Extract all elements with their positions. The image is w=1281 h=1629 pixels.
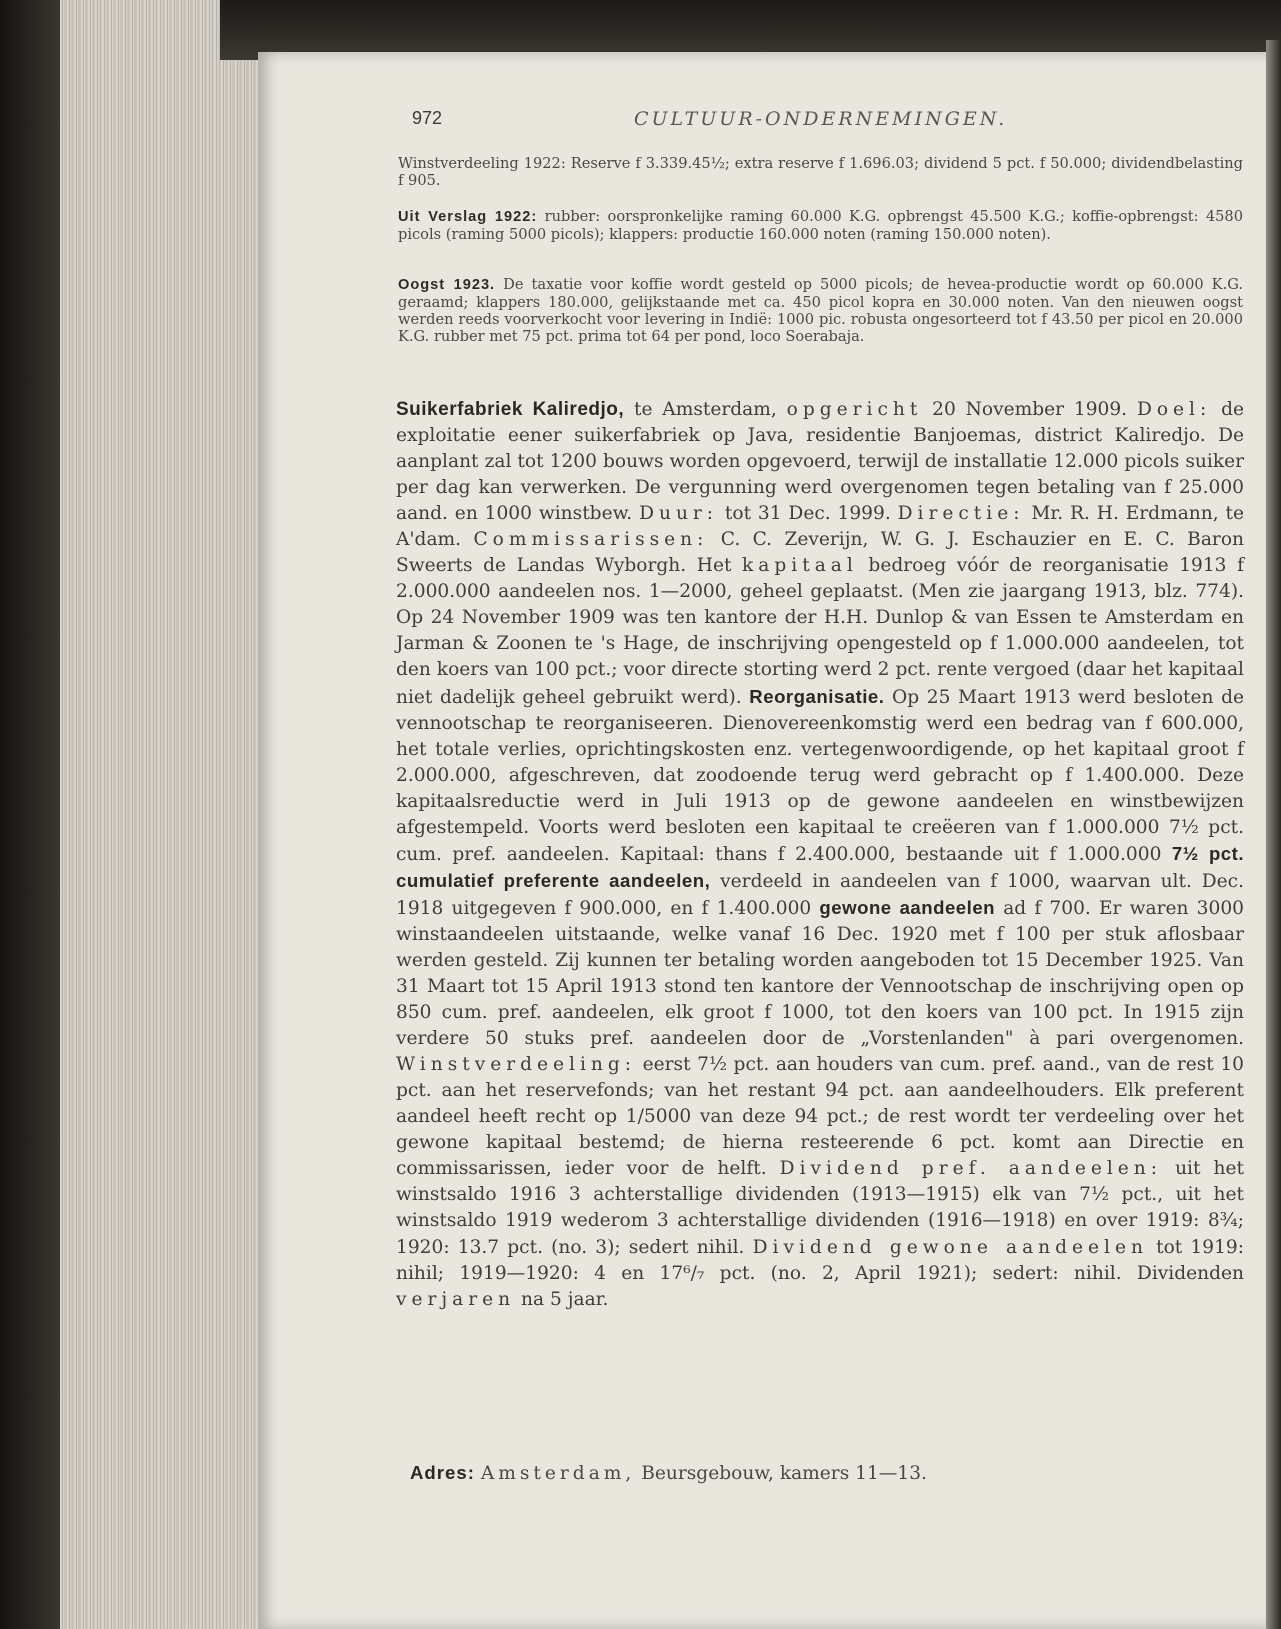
verslag-text: rubber: oorspronkelijke raming 60.000 K.G. opbrengst 45.500 K.G.; koffie-opbrengst: 4580 picols (raming 5000 picols); klappers: productie 160.000 noten (raming 150.000 noten). <box>398 208 1243 243</box>
oogst-paragraph <box>398 276 1243 345</box>
label-preferente-aandeelen: 7½ pct. cumulatief preferente aandeelen, <box>396 842 1244 891</box>
entry-text: Op 25 Maart 1913 werd besloten de vennootschap te reorganiseeren. Dienovereenkomstig werd een bedrag van f 600.000, het totale verlies, oprichtingskosten enz. vertegenwoordigende, op het kapitaal groot f 2.000.000, afgeschreven, dat zoodoende terug werd gebracht op f 1.400.000. Deze kapitaalsreductie werd in Juli 1913 op de gewone aandeelen en winstbewijzen afgestempeld. Voorts werd besloten een kapitaal te creëeren van f 1.000.000 7½ pct. cum. pref. aandeelen. Kapitaal: thans f 2.400.000, bestaande uit f 1.000.000 <box>396 686 1244 865</box>
entry-text: Mr. R. H. Erdmann, te A'dam. <box>396 503 1244 551</box>
label-dividend-gewone: Dividend gewone aandeelen <box>752 1236 1148 1258</box>
address-city: Amsterdam, <box>480 1463 636 1484</box>
verslag-lead: Uit Verslag 1922: <box>398 209 538 225</box>
address-line <box>410 1462 927 1484</box>
page-right-edge <box>1266 40 1281 1629</box>
label-duur: Duur: <box>639 503 719 525</box>
page-header <box>412 108 1012 138</box>
oogst-text: De taxatie voor koffie wordt gesteld op 5000 picols; de hevea-productie wordt op 60.000 K.G. geraamd; klappers 180.000, gelijkstaande met ca. 450 picol kopra en 30.000 noten. Van den nieuwen oogst werden reeds voorverkocht voor levering in Indië: 1000 pic. robusta ongesorteerd tot f 43.50 per picol en 20.000 K.G. rubber met 75 pct. prima tot 64 per pond, loco Soerabaja. <box>398 276 1243 345</box>
label-dividend-pref: Dividend pref. aandeelen: <box>779 1158 1163 1180</box>
running-title: CULTUUR-ONDERNEMINGEN. <box>634 108 1008 130</box>
entry-text: 20 November 1909. <box>922 399 1137 420</box>
book-top-shadow <box>220 0 1281 60</box>
entry-text: de exploitatie eener suikerfabriek op Java, residentie Banjoemas, district Kaliredjo. De aanplant zal tot 1200 bouws worden opgevoerd, terwijl de installatie 12.000 picols suiker per dag kan verwerken. De vergunning werd overgenomen tegen betaling van f 25.000 aand. en 1000 winstbew. <box>396 399 1244 525</box>
label-gewone-aandeelen: gewone aandeelen <box>819 896 996 918</box>
label-verjaren: verjaren <box>396 1288 516 1310</box>
address-label: Adres: <box>410 1462 475 1483</box>
label-doel: Doel: <box>1136 399 1212 420</box>
label-winstverdeeling: Winstverdeeling: <box>396 1054 637 1076</box>
label-opgericht: opgericht <box>786 399 923 420</box>
entry-text: eerst 7½ pct. aan houders van cum. pref. aand., van de rest 10 pct. aan het reservefonds; van het restant 94 pct. aan aandeelhouders. Elk preferent aandeel heeft recht op 1/5000 van deze 94 pct.; de rest wordt ter verdeeling over het gewone kapitaal bestemd; de hierna resteerende 6 pct. komt aan Directie en commissarissen, ieder voor de helft. <box>396 1054 1244 1180</box>
company-entry <box>396 397 1244 1313</box>
book-cover-shadow <box>0 0 60 1629</box>
label-directie: Directie: <box>897 503 1025 525</box>
label-commissarissen: Commissarissen: <box>473 529 709 551</box>
address-rest: Beursgebouw, kamers 11—13. <box>635 1463 927 1484</box>
entry-text: ad f 700. Er waren 3000 winstaandeelen uitstaande, welke vanaf 16 Dec. 1920 met f 100 per stuk aflosbaar werden gesteld. Zij kunnen ter betaling worden aangeboden tot 15 December 1925. Van 31 Maart tot 15 April 1913 stond ten kantore der Vennootschap de inschrijving open op 850 cum. pref. aandeelen, elk groot f 1000, tot den koers van 100 pct. In 1915 zijn verdere 50 stuks pref. aandeelen door de „Vorstenlanden" à pari overgenomen. <box>396 897 1244 1050</box>
label-kapitaal: kapitaal <box>742 555 858 577</box>
entry-text: tot 1919: nihil; 1919—1920: 4 en 17⁶/₇ pct. (no. 2, April 1921); sedert: nihil. Dividenden <box>396 1236 1245 1284</box>
winstverdeeling-paragraph: Winstverdeeling 1922: Reserve f 3.339.45½; extra reserve f 1.696.03; dividend 5 pct. f 50.000; dividendbelasting f 905. <box>398 155 1243 189</box>
entry-text: te Amsterdam, <box>624 399 787 420</box>
entry-text: uit het winstsaldo 1916 3 achterstallige dividenden (1913—1915) elk van 7½ pct., uit het winstsaldo 1919 wederom 3 achterstallige dividenden (1916—1918) en over 1919: 8¾; 1920: 13.7 pct. (no. 3); sedert nihil. <box>396 1158 1244 1258</box>
page-number: 972 <box>412 108 443 128</box>
oogst-lead: Oogst 1923. <box>398 277 496 293</box>
entry-text: bedroeg vóór de reorganisatie 1913 f 2.000.000 aandeelen nos. 1—2000, geheel geplaatst. (Men zie jaargang 1913, blz. 774). Op 24 November 1909 was ten kantore der H.H. Dunlop & van Essen te Amsterdam en Jarman & Zoonen te 's Hage, de inschrijving opengesteld op f 1.000.000 aandeelen, tot den koers van 100 pct.; voor directe storting werd 2 pct. rente vergoed (daar het kapitaal niet dadelijk geheel gebruikt werd). <box>396 555 1244 708</box>
entry-text: verdeeld in aandeelen van f 1000, waarvan ult. Dec. 1918 uitgegeven f 900.000, en f 1.400.000 <box>396 870 1244 919</box>
entry-text: na 5 jaar. <box>515 1288 609 1310</box>
entry-text: tot 31 Dec. 1999. <box>718 503 898 525</box>
entry-text: C. C. Zeverijn, W. G. J. Eschauzier en E. C. Baron Sweerts de Landas Wyborgh. Het <box>396 529 1244 577</box>
company-name: Suikerfabriek Kaliredjo, <box>396 399 625 420</box>
label-reorganisatie: Reorganisatie. <box>749 685 885 707</box>
verslag-paragraph <box>398 208 1243 243</box>
